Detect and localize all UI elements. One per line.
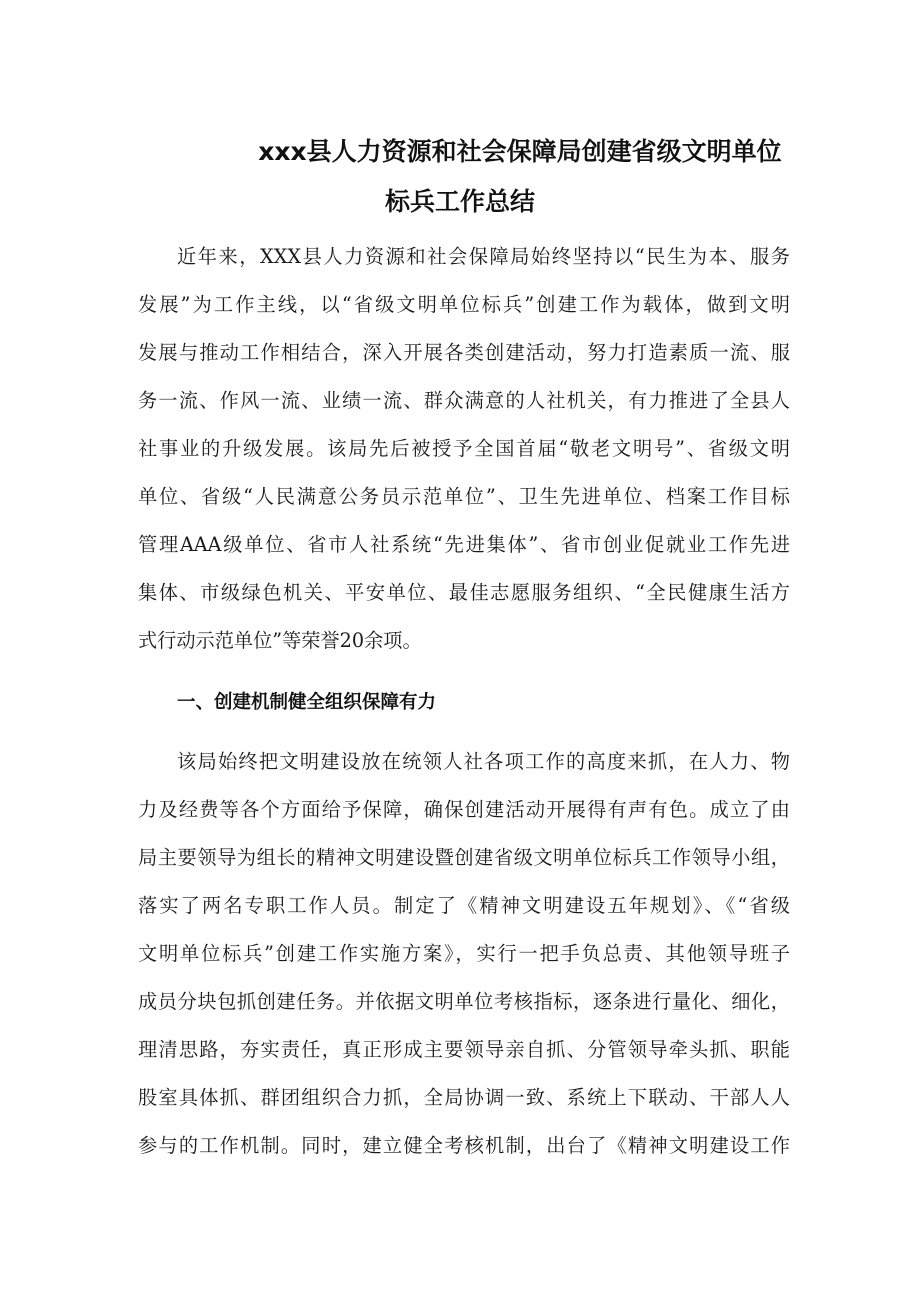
- paragraph-line: 参与的工作机制。同时，建立健全考核机制，出台了《精神文明建设工作: [138, 1134, 790, 1157]
- paragraph-line: 社事业的升级发展。该局先后被授予全国首届“敬老文明号”、省级文明: [138, 437, 790, 460]
- document-title-line1: xxx县人力资源和社会保障局创建省级文明单位: [258, 137, 782, 166]
- paragraph-line: 理清思路，夯实责任，真正形成主要领导亲自抓、分管领导牵头抓、职能: [138, 1038, 790, 1061]
- paragraph-line: 股室具体抓、群团组织合力抓，全局协调一致、系统上下联动、干部人人: [138, 1086, 790, 1109]
- paragraph-line: 成员分块包抓创建任务。并依据文明单位考核指标，逐条进行量化、细化，: [138, 990, 790, 1013]
- paragraph-line: 力及经费等各个方面给予保障，确保创建活动开展得有声有色。成立了由: [138, 798, 790, 821]
- paragraph-line: 文明单位标兵”创建工作实施方案》，实行一把手负总责、其他领导班子: [138, 942, 790, 965]
- paragraph-line: 发展与推动工作相结合，深入开展各类创建活动，努力打造素质一流、服: [138, 341, 790, 364]
- document-title-line2: 标兵工作总结: [384, 187, 535, 216]
- paragraph-line: 落实了两名专职工作人员。制定了《精神文明建设五年规划》、《“省级: [138, 894, 790, 917]
- paragraph-line: 式行动示范单位”等荣誉20余项。: [138, 629, 422, 652]
- section-heading: 一、创建机制健全组织保障有力: [177, 692, 437, 713]
- paragraph-line: 单位、省级“人民满意公务员示范单位”、卫生先进单位、档案工作目标: [138, 485, 790, 508]
- paragraph-line: 务一流、作风一流、业绩一流、群众满意的人社机关，有力推进了全县人: [138, 389, 790, 412]
- paragraph-line: 该局始终把文明建设放在统领人社各项工作的高度来抓，在人力、物: [177, 750, 790, 773]
- paragraph-line: 管理AAA级单位、省市人社系统“先进集体”、省市创业促就业工作先进: [138, 533, 790, 556]
- paragraph-line: 发展”为工作主线，以“省级文明单位标兵”创建工作为载体，做到文明: [138, 293, 790, 316]
- paragraph-line: 局主要领导为组长的精神文明建设暨创建省级文明单位标兵工作领导小组，: [138, 846, 790, 869]
- paragraph-line: 集体、市级绿色机关、平安单位、最佳志愿服务组织、“全民健康生活方: [138, 581, 790, 604]
- paragraph-line: 近年来，XXX县人力资源和社会保障局始终坚持以“民生为本、服务: [177, 245, 790, 268]
